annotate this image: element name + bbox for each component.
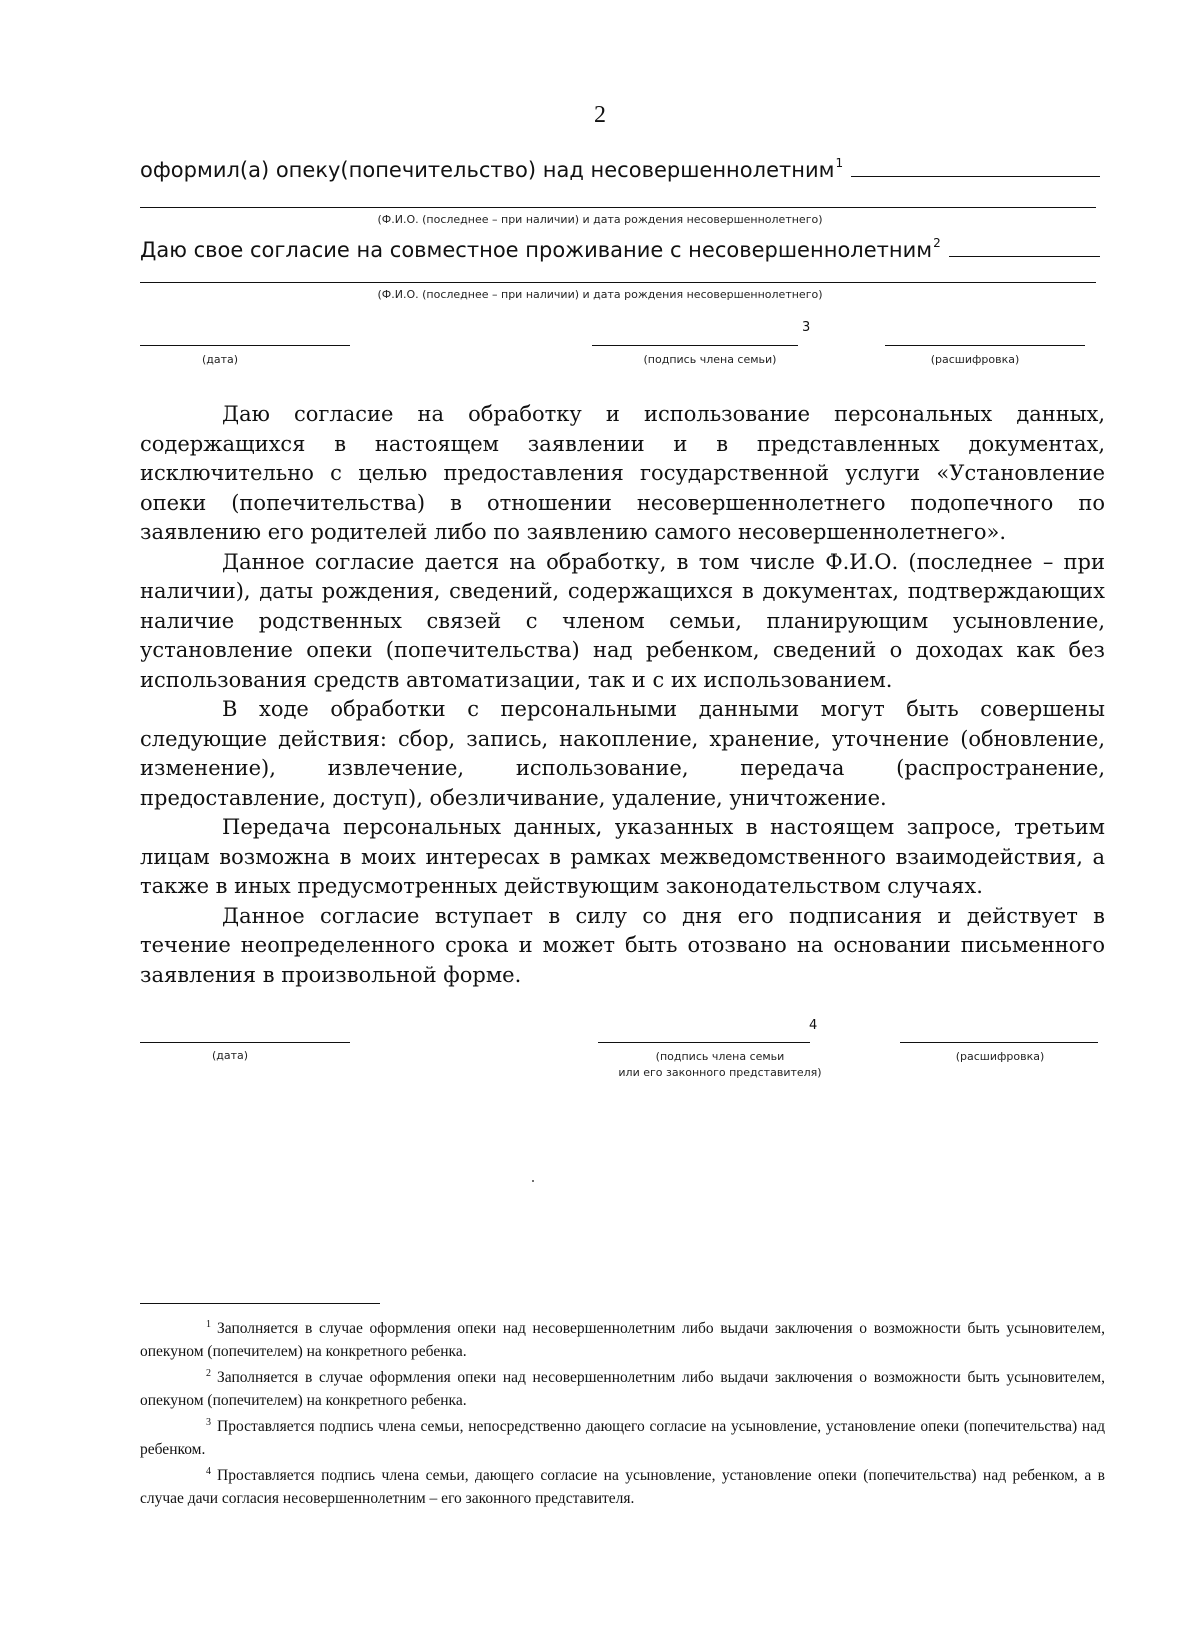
guardianship-second-line[interactable]	[140, 207, 1096, 208]
guardianship-field-caption: (Ф.И.О. (последнее – при наличии) и дата рождения несовершеннолетнего)	[377, 213, 823, 226]
decode-label-1: (расшифровка)	[930, 353, 1020, 366]
guardianship-input-line[interactable]	[851, 175, 1100, 177]
guardianship-field	[140, 148, 1100, 182]
date-label-2: (дата)	[211, 1049, 249, 1062]
footnote-1: $^1$ Заполняется в случае оформления опеки над несовершеннолетним либо выдачи заключения о возможности быть усыновителем, опекуном (попечителем) на конкретного ребенка.	[140, 1319, 1105, 1360]
consent-text	[140, 400, 1105, 990]
paragraph: Данное согласие вступает в силу со дня его подписания и действует в течение неопределенного срока и может быть отозвано на основании письменного заявления в произвольной форме.	[140, 903, 1105, 987]
footnote-4: $^4$ Проставляется подпись члена семьи, дающего согласие на усыновление, установление опеки (попечительства) над ребенком, а в случае дачи согласия несовершеннолетним – его законного представителя.	[140, 1466, 1105, 1507]
footnote-3: $^3$ Проставляется подпись члена семьи, непосредственно дающего согласие на усыновление, установление опеки (попечительства) над ребенком.	[140, 1417, 1105, 1458]
signature-label-2-line2: или его законного представителя)	[618, 1066, 822, 1079]
decode-line-2[interactable]	[900, 1042, 1098, 1043]
cohabitation-second-line[interactable]	[140, 282, 1096, 283]
footnote-ref-2: 2	[933, 236, 941, 250]
date-line-2[interactable]	[140, 1042, 350, 1043]
cohabitation-input-line[interactable]	[949, 255, 1100, 257]
decode-line-1[interactable]	[885, 345, 1085, 346]
cohabitation-field-label: Даю свое согласие на совместное проживание с несовершеннолетним$^2$	[140, 236, 941, 262]
guardianship-field-label: оформил(а) опеку(попечительство) над несовершеннолетним$^1$	[140, 156, 844, 182]
signature-line-2[interactable]	[598, 1042, 810, 1043]
date-line-1[interactable]	[140, 345, 350, 346]
footnote-ref-1: 1	[835, 156, 844, 170]
page-number: 2	[594, 102, 606, 128]
decode-label-2: (расшифровка)	[955, 1050, 1045, 1063]
footnote-ref-3: 3	[802, 320, 811, 335]
footnote-ref-4: 4	[809, 1018, 818, 1033]
paragraph: Данное согласие дается на обработку, в том числе Ф.И.О. (последнее – при наличии), даты рождения, сведений, содержащихся в документах, подтверждающих наличие родственных связей с членом семьи, планирующим усыновление, установление опеки (попечительства) над ребенком, сведений о доходах как без использования средств автоматизации, так и с их использованием.	[140, 549, 1105, 692]
footnote-2: $^2$ Заполняется в случае оформления опеки над несовершеннолетним либо выдачи заключения о возможности быть усыновителем, опекуном (попечителем) на конкретного ребенка.	[140, 1368, 1105, 1409]
signature-label-1: (подпись члена семьи)	[643, 353, 777, 366]
signature-line-1[interactable]	[592, 345, 798, 346]
cohabitation-field	[140, 228, 1100, 262]
paragraph: Передача персональных данных, указанных в настоящем запросе, третьим лицам возможна в моих интересах в рамках межведомственного взаимодействия, а также в иных предусмотренных действующим законодательством случаях.	[140, 815, 1105, 898]
signature-label-2-line1: (подпись члена семьи	[655, 1050, 785, 1063]
cohabitation-field-caption: (Ф.И.О. (последнее – при наличии) и дата рождения несовершеннолетнего)	[377, 288, 823, 301]
signature-label-2	[590, 1049, 850, 1081]
date-label-1: (дата)	[201, 353, 239, 366]
footnotes	[140, 1314, 1105, 1510]
paragraph: В ходе обработки с персональными данными могут быть совершены следующие действия: сбор, запись, накопление, хранение, уточнение (обновление, изменение), извлечение, использование, передача (распространение, предоставление, доступ), обезличивание, удаление, уничтожение.	[140, 697, 1105, 810]
paragraph: Даю согласие на обработку и использование персональных данных, содержащихся в настоящем заявлении и в представленных документах, исключительно с целью предоставления государственной услуги «Установление опеки (попечительства) в отношении несовершеннолетнего подопечного по заявлению его родителей либо по заявлению самого несовершеннолетнего».	[140, 402, 1105, 544]
footnote-separator	[140, 1303, 380, 1304]
scan-speck	[532, 1180, 534, 1182]
